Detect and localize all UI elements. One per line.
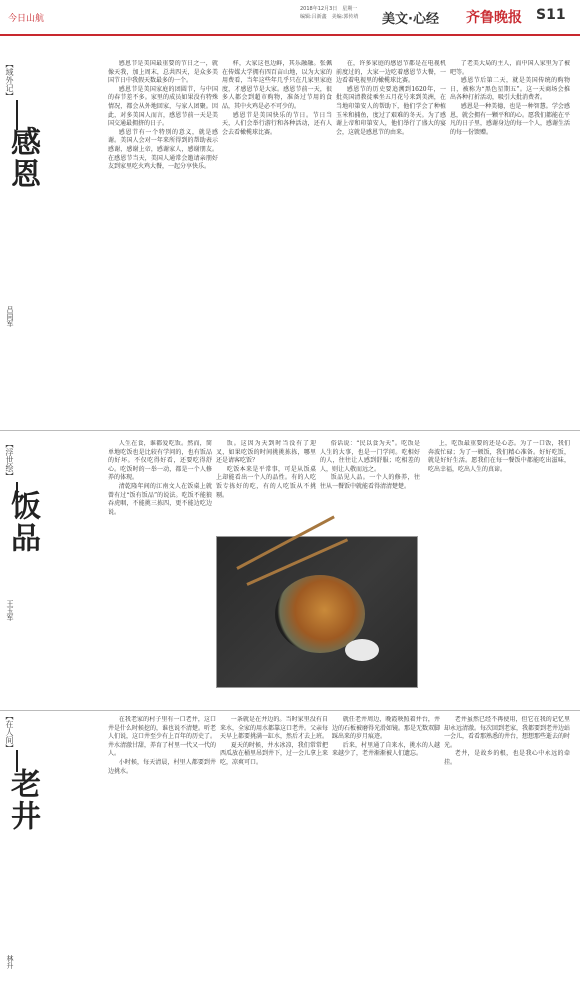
article1-col-4: 了老美大局的主人，而中国人家里为了被吧等。 感恩节后第二天，就是美国传统的购物日，被称为“黑色星期五”。这一天商场会推出各种打折活动，吸引大批消费者。 感恩是一种美德，也是一种智慧。学会感恩，就会拥有一颗平和的心。愿我们都能在平凡的日子里，感谢身边的每一个人，感谢生活的每一份馈赠。 <box>450 60 570 136</box>
header-editor: 编辑:吕新鑫 美编:郭传靖 <box>300 14 359 20</box>
header-page-number: S11 <box>536 7 566 23</box>
header-section: 美文·心经 <box>382 12 439 27</box>
article3-col-2: 一条就是在井边的。当时家里没有自来水，全家的用水都靠这口老井。父亲每天早上都要挑满一缸水，然后才去上班。 夏天的时候，井水冰凉，我们常常把西瓜放在桶里吊到井下，过一会儿拿上来吃，凉爽可口。 <box>220 716 328 766</box>
article3-author: 林升 <box>6 955 14 969</box>
page-header <box>0 0 580 36</box>
divider-1 <box>0 430 580 431</box>
article3-title: 老井 <box>5 768 40 832</box>
article2-col-4: 上，吃饭最重要的还是心态。为了一口饭，我们奔波忙碌；为了一顿饭，我们精心准备。好好吃饭，就是好好生活。愿我们在每一餐饭中都能吃出滋味，吃出幸福，吃出人生的真谛。 <box>428 440 570 473</box>
article3-col-3: 就任老井周边，晚霞映照着井台，井边的石板被磨得光滑如镜。那是无数双脚踩出来的岁月痕迹。 后来，村里通了自来水，挑水的人越来越少了，老井渐渐被人们遗忘。 <box>332 716 440 758</box>
article2-col-3: 俗话说：“民以食为天”。吃饭是人生的大事，也是一门学问。吃相好的人，往往让人感到舒服；吃相差的人，则让人敬而远之。 饭品见人品。一个人的修养，往往从一餐饭中就能看得清清楚楚。 <box>320 440 420 490</box>
article3-col-1: 在我老家的村子里有一口老井，这口井是什么时候挖的，谁也说不清楚。听老人们说，这口井至少有上百年的历史了。井水清澈甘甜，养育了村里一代又一代的人。 小时候，每天清晨，村里人都要到井边挑水。 <box>108 716 216 775</box>
header-meta <box>300 5 358 21</box>
article1-title: 感恩 <box>5 126 40 190</box>
article2-label: 【浮世绘】 <box>5 440 14 480</box>
spoon <box>345 639 379 661</box>
article2-col-2: 饭。这因为天到时当没有了迎叉，如果吃饭的时间挑挑拣拣，哪里还是请客吃饭？ 吃饭本来是平常事，可是从饭桌上却能看出一个人的品性。有的人吃饭专拣好的吃，有的人吃饭从不挑剔。 <box>216 440 316 499</box>
article1-label: 【域外记】 <box>5 60 14 100</box>
header-left-label: 今日山航 <box>8 14 45 24</box>
article2-title: 饭品 <box>5 490 40 554</box>
article1-col-2: 样，大家这也边鲜，其乐融融。张佩在传媒大学拥有四百亩山地，以为大家的用费看，当年这些年几乎只在几家里家庭度，才感恩节是大家。感恩节前一天，很多人都会到超市购物，准备过节用的食品，其中火鸡是必不可少的。 感恩节是美国快乐的节日。节日当天，人们会举行游行和各种活动，还有人会去看橄榄球比赛。 <box>222 60 332 136</box>
divider-2 <box>0 710 580 711</box>
article1-col-1: 感恩节是美国最重要的节日之一，就像天我，加上周末，总共四天，是众多美国节日中我假天数最多的一个。 感恩节是美国家庭的团圆节，与中国的春节差不多。家里的成员如果没有特殊情况，都会从外地回家，与家人团聚。因此，对多美国人而言，感恩节前一天是美国交通最拥挤的日子。 感恩节有一个特别的意义，就是感谢。美国人会对一年来所得到的帮助表示感谢，感谢上帝，感谢家人，感谢朋友。在感恩节当天，美国人通常会邀请亲朋好友到家里吃火鸡大餐，一起分享快乐。 <box>108 60 218 171</box>
article1-author: 吕同军 <box>6 306 14 327</box>
article3-col-4: 老井虽然已经不再使用，但它在我的记忆里却永远清澈。每次回到老家，我都要到老井边站一会儿，看看那熟悉的井台，想想那些逝去的时光。 老井，是故乡的根，也是我心中永远的牵挂。 <box>444 716 570 766</box>
header-date: 2018年12月3日 星期一 <box>300 6 358 12</box>
article2-col-1: 人生在食，谁都爱吃饭。然而，简单地吃饭也是比较有学问的，也有饭品的好坏。不仅吃得好看，还要吃得舒心。吃饭时的一举一动，都是一个人修养的体现。 清乾隆年间的江南文人在饭桌上就曾有过“饭有饭品”的说法。吃饭不能狼吞虎咽，不能挑三拣四，更不能边吃边说。 <box>108 440 212 516</box>
article3-label: 【在人间】 <box>5 712 14 752</box>
article1-col-3: 在，许多家庭的感恩节都是在电视机前度过的，大家一边吃着感恩节大餐，一边看着电视里的橄榄球比赛。 感恩节的历史要追溯到1620年，一批英国清教徒乘坐五月花号来到美洲，在当地印第安人的帮助下，他们学会了种植玉米和捕鱼，度过了艰难的冬天。为了感谢上帝和印第安人，他们举行了盛大的宴会，这就是感恩节的由来。 <box>336 60 446 136</box>
header-paper-logo: 齐鲁晚报 <box>466 10 522 26</box>
article2-author: 王玉军 <box>6 600 14 621</box>
noodle-bowl-photo <box>216 536 418 688</box>
